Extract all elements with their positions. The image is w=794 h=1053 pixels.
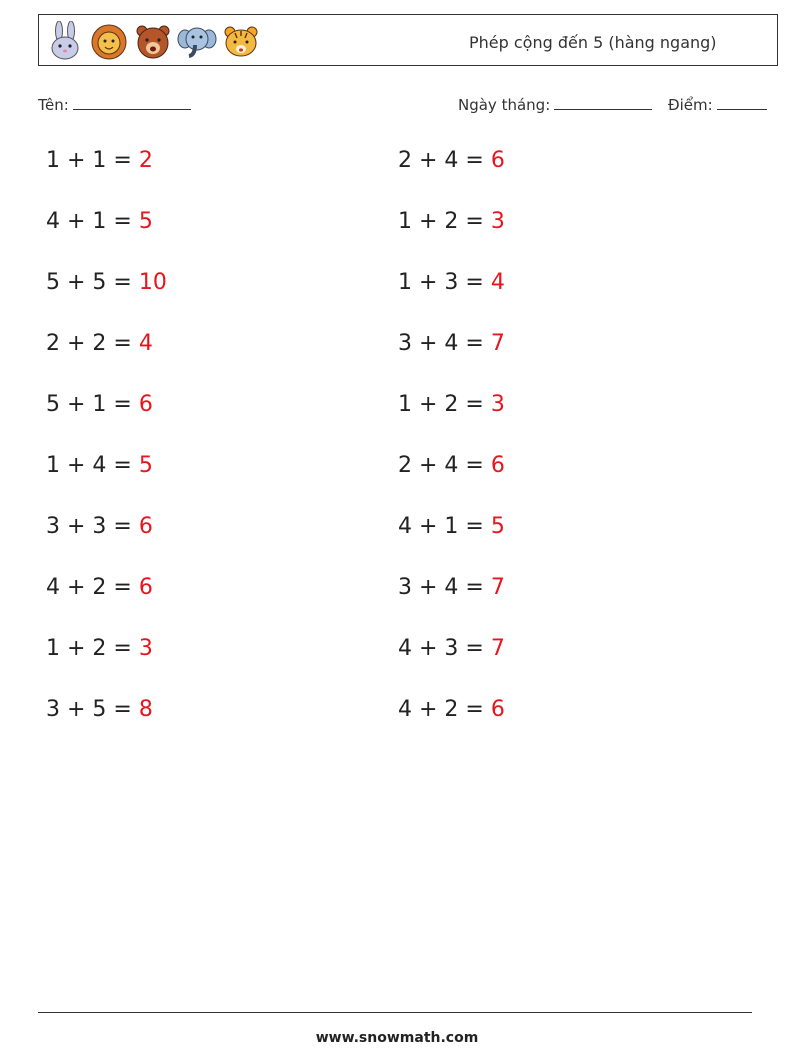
problem-answer: 5 bbox=[138, 453, 153, 478]
problem-question: 1 + 4 = bbox=[46, 453, 139, 478]
problem-question: 1 + 2 = bbox=[398, 209, 491, 234]
problem-question: 3 + 4 = bbox=[398, 331, 491, 356]
problem-answer: 8 bbox=[138, 697, 153, 722]
problem-question: 4 + 2 = bbox=[398, 697, 491, 722]
problem-answer: 6 bbox=[138, 514, 153, 539]
problem-answer: 5 bbox=[138, 209, 153, 234]
problem-answer: 4 bbox=[138, 331, 153, 356]
problem-answer: 6 bbox=[490, 453, 505, 478]
problem-right-5 bbox=[398, 392, 505, 417]
problem-question: 1 + 2 = bbox=[46, 636, 139, 661]
date-blank[interactable] bbox=[554, 95, 652, 110]
problem-answer: 7 bbox=[490, 575, 505, 600]
problem-answer: 3 bbox=[138, 636, 153, 661]
problem-right-9 bbox=[398, 636, 505, 661]
name-label: Tên: bbox=[38, 96, 69, 114]
score-label: Điểm: bbox=[668, 96, 713, 114]
problem-right-1 bbox=[398, 148, 505, 173]
problem-question: 4 + 1 = bbox=[398, 514, 491, 539]
problem-answer: 4 bbox=[490, 270, 505, 295]
problem-answer: 3 bbox=[490, 209, 505, 234]
problem-right-3 bbox=[398, 270, 505, 295]
problem-answer: 5 bbox=[490, 514, 505, 539]
footer-url: www.snowmath.com bbox=[315, 1030, 479, 1046]
problem-question: 4 + 1 = bbox=[46, 209, 139, 234]
problem-right-8 bbox=[398, 575, 505, 600]
problem-left-10 bbox=[46, 697, 153, 722]
problem-question: 5 + 1 = bbox=[46, 392, 139, 417]
problem-answer: 6 bbox=[490, 697, 505, 722]
date-field bbox=[458, 95, 652, 114]
problem-left-1 bbox=[46, 148, 153, 173]
name-field bbox=[38, 95, 191, 114]
problem-right-10 bbox=[398, 697, 505, 722]
score-blank[interactable] bbox=[717, 95, 767, 110]
elephant-icon bbox=[177, 21, 217, 61]
problem-right-7 bbox=[398, 514, 505, 539]
date-label: Ngày tháng: bbox=[458, 96, 551, 114]
problem-question: 5 + 5 = bbox=[46, 270, 139, 295]
problem-answer: 2 bbox=[138, 148, 153, 173]
lion-icon bbox=[89, 21, 129, 61]
problem-right-4 bbox=[398, 331, 505, 356]
problem-left-4 bbox=[46, 331, 153, 356]
problem-left-5 bbox=[46, 392, 153, 417]
problem-right-2 bbox=[398, 209, 505, 234]
problem-answer: 3 bbox=[490, 392, 505, 417]
problem-question: 3 + 5 = bbox=[46, 697, 139, 722]
worksheet-title: Phép cộng đến 5 (hàng ngang) bbox=[469, 33, 717, 52]
problem-question: 1 + 1 = bbox=[46, 148, 139, 173]
problem-question: 2 + 4 = bbox=[398, 148, 491, 173]
problem-left-6 bbox=[46, 453, 153, 478]
name-blank[interactable] bbox=[73, 95, 191, 110]
score-field bbox=[668, 95, 767, 114]
problem-left-3 bbox=[46, 270, 167, 295]
problem-question: 3 + 4 = bbox=[398, 575, 491, 600]
problem-question: 4 + 2 = bbox=[46, 575, 139, 600]
problem-question: 4 + 3 = bbox=[398, 636, 491, 661]
problem-answer: 7 bbox=[490, 331, 505, 356]
problem-answer: 7 bbox=[490, 636, 505, 661]
footer-divider bbox=[38, 1012, 752, 1013]
problem-answer: 10 bbox=[138, 270, 167, 295]
problem-answer: 6 bbox=[490, 148, 505, 173]
problem-question: 3 + 3 = bbox=[46, 514, 139, 539]
problem-question: 2 + 2 = bbox=[46, 331, 139, 356]
animal-icons bbox=[45, 19, 261, 63]
problem-left-2 bbox=[46, 209, 153, 234]
problem-question: 1 + 3 = bbox=[398, 270, 491, 295]
problem-answer: 6 bbox=[138, 575, 153, 600]
problem-question: 2 + 4 = bbox=[398, 453, 491, 478]
tiger-icon bbox=[221, 21, 261, 61]
rabbit-icon bbox=[45, 21, 85, 61]
problem-left-7 bbox=[46, 514, 153, 539]
bear-icon bbox=[133, 21, 173, 61]
problem-left-9 bbox=[46, 636, 153, 661]
problem-left-8 bbox=[46, 575, 153, 600]
problem-question: 1 + 2 = bbox=[398, 392, 491, 417]
problem-right-6 bbox=[398, 453, 505, 478]
worksheet-header bbox=[38, 14, 778, 66]
problem-answer: 6 bbox=[138, 392, 153, 417]
